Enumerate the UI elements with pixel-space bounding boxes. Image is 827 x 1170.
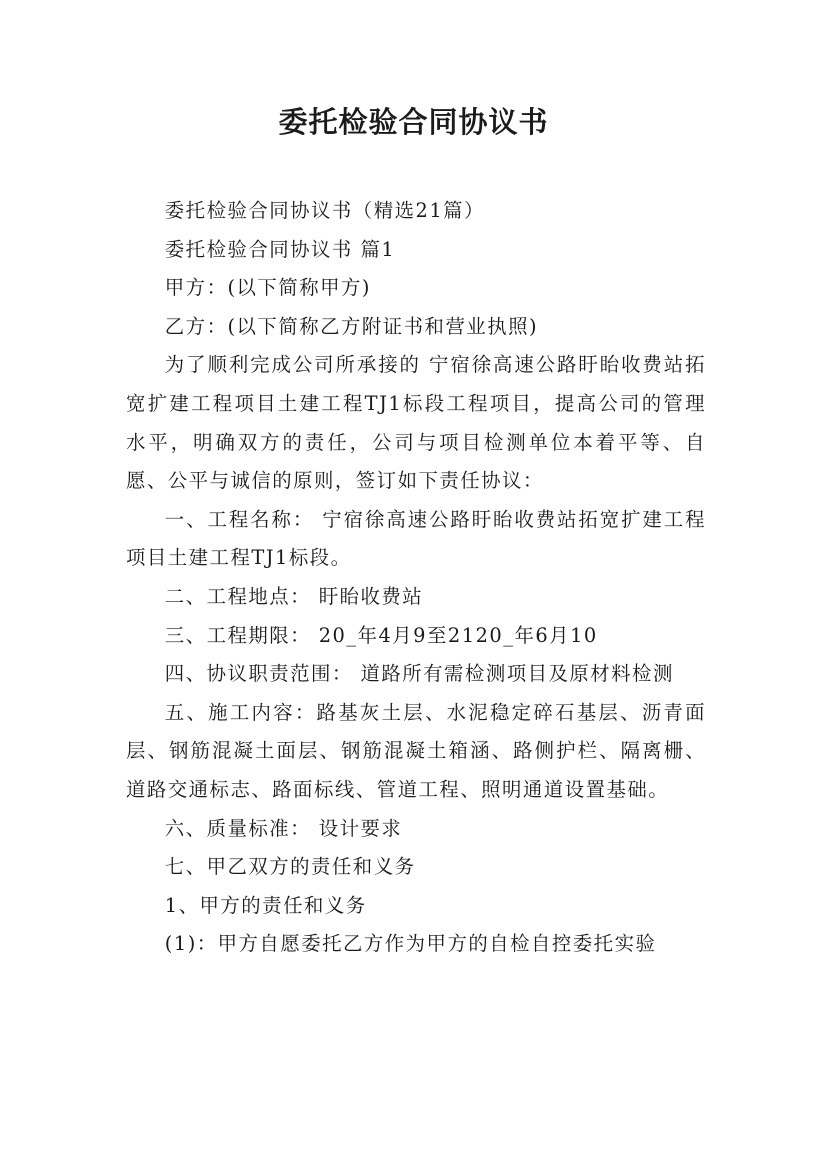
- paragraph: 一、工程名称： 宁宿徐高速公路盱眙收费站拓宽扩建工程项目土建工程TJ1标段。: [126, 507, 706, 570]
- paragraph: 乙方：(以下简称乙方附证书和营业执照): [164, 314, 539, 338]
- paragraph: 六、质量标准： 设计要求: [164, 816, 403, 840]
- paragraph: 为了顺利完成公司所承接的 宁宿徐高速公路盱眙收费站拓宽扩建工程项目土建工程TJ1标段工程项目，提高公司的管理水平，明确双方的责任，公司与项目检测单位本着平等、自愿、公平与诚信的原则，签订如下责任协议：: [126, 353, 706, 493]
- paragraph: 五、施工内容：路基灰土层、水泥稳定碎石基层、沥青面层、钢筋混凝土面层、钢筋混凝土箱涵、路侧护栏、隔离栅、道路交通标志、路面标线、管道工程、照明通道设置基础。: [126, 700, 706, 801]
- document-body: [126, 192, 706, 964]
- paragraph: 四、协议职责范围： 道路所有需检测项目及原材料检测: [164, 662, 674, 686]
- paragraph: 1、甲方的责任和义务: [164, 893, 367, 917]
- paragraph: 七、甲乙双方的责任和义务: [164, 855, 416, 879]
- paragraph: 二、工程地点： 盱眙收费站: [164, 584, 424, 608]
- paragraph: 委托检验合同协议书 篇1: [164, 237, 396, 261]
- document-title: 委托检验合同协议书: [278, 105, 549, 139]
- paragraph: 三、工程期限： 20_年4月9至2120_年6月10: [164, 623, 598, 647]
- paragraph: 甲方：(以下简称甲方): [164, 276, 371, 300]
- paragraph: (1)：甲方自愿委托乙方作为甲方的自检自控委托实验: [164, 932, 657, 956]
- paragraph: 委托检验合同协议书（精选21篇）: [164, 199, 485, 222]
